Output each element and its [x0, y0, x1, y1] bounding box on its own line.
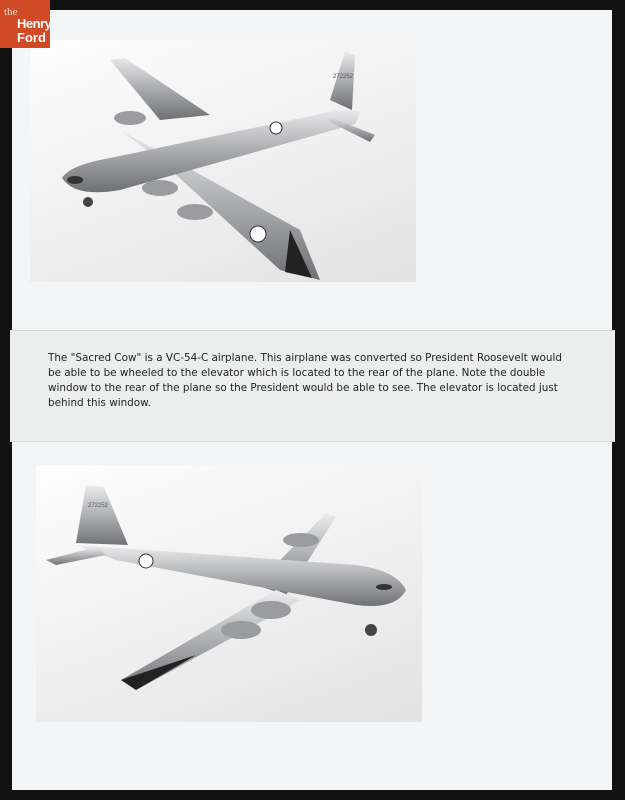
- airplane-image: [30, 40, 416, 282]
- tail-number: 272252: [88, 503, 109, 509]
- tail-number: 272252: [333, 74, 354, 80]
- airplane-model-photo-bottom: [36, 465, 422, 722]
- logo-ford: Ford: [17, 30, 46, 45]
- henry-ford-logo: [0, 0, 50, 48]
- logo-the: the: [4, 6, 18, 18]
- caption-text: The "Sacred Cow" is a VC-54-C airplane. This airplane was converted so President Roosevelt would be able to be wheeled to the elevator which is located to the rear of the plane. Note the double window to the rear of the plane so the President would be able to see. The elevator is located just behind this window.: [48, 352, 562, 409]
- logo-henry: Henry: [17, 16, 52, 31]
- airplane-model-photo-top: [30, 40, 416, 282]
- airplane-image: [36, 465, 422, 722]
